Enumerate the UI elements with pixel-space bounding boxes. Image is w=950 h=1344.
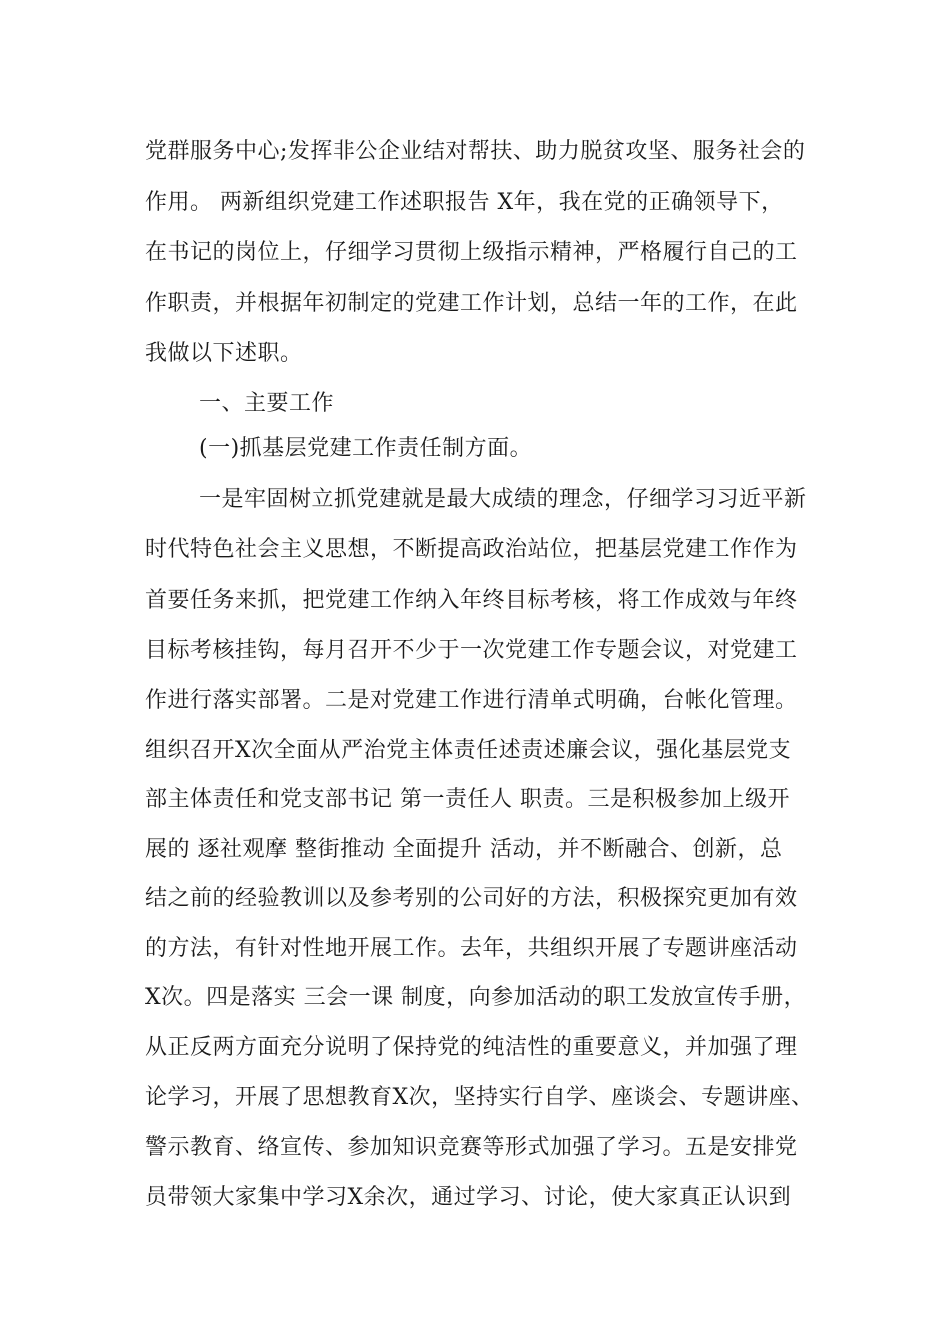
text-line: 在书记的岗位上，仔细学习贯彻上级指示精神，严格履行自己的工 <box>145 240 798 265</box>
text-line: 一是牢固树立抓党建就是最大成绩的理念，仔细学习习近平新 <box>199 487 807 512</box>
text-line: 员带领大家集中学习X余次，通过学习、讨论，使大家真正认识到 <box>145 1185 792 1210</box>
text-line: 目标考核挂钩，每月召开不少于一次党建工作专题会议，对党建工 <box>145 638 798 663</box>
text-line: 时代特色社会主义思想，不断提高政治站位，把基层党建工作作为 <box>145 537 798 562</box>
text-line: 部主体责任和党支部书记 第一责任人 职责。三是积极参加上级开 <box>145 787 790 812</box>
text-line: 的方法，有针对性地开展工作。去年，共组织开展了专题讲座活动 <box>145 936 798 961</box>
text-line: 我做以下述职。 <box>145 341 303 366</box>
text-line: 党群服务中心;发挥非公企业结对帮扶、助力脱贫攻坚、服务社会的 <box>145 139 806 164</box>
text-line: 从正反两方面充分说明了保持党的纯洁性的重要意义，并加强了理 <box>145 1035 798 1060</box>
text-line: 警示教育、络宣传、参加知识竞赛等形式加强了学习。五是安排党 <box>145 1135 798 1160</box>
subsection-heading: (一)抓基层党建工作责任制方面。 <box>199 436 533 461</box>
text-line: 作进行落实部署。二是对党建工作进行清单式明确，台帐化管理。 <box>145 688 798 713</box>
text-line: 作职责，并根据年初制定的党建工作计划，总结一年的工作，在此 <box>145 291 798 316</box>
text-line: 作用。 两新组织党建工作述职报告 X年，我在党的正确领导下， <box>145 190 784 215</box>
text-line: 结之前的经验教训以及参考别的公司好的方法，积极探究更加有效 <box>145 886 798 911</box>
text-line: 组织召开X次全面从严治党主体责任述责述廉会议，强化基层党支 <box>145 738 792 763</box>
text-line: 论学习，开展了思想教育X次，坚持实行自学、座谈会、专题讲座、 <box>145 1085 814 1110</box>
text-line: 首要任务来抓，把党建工作纳入年终目标考核，将工作成效与年终 <box>145 588 798 613</box>
text-line: X次。四是落实 三会一课 制度，向参加活动的职工发放宣传手册， <box>145 985 807 1010</box>
section-heading: 一、主要工作 <box>199 391 335 416</box>
text-line: 展的 逐社观摩 整街推动 全面提升 活动，并不断融合、创新，总 <box>145 837 783 862</box>
